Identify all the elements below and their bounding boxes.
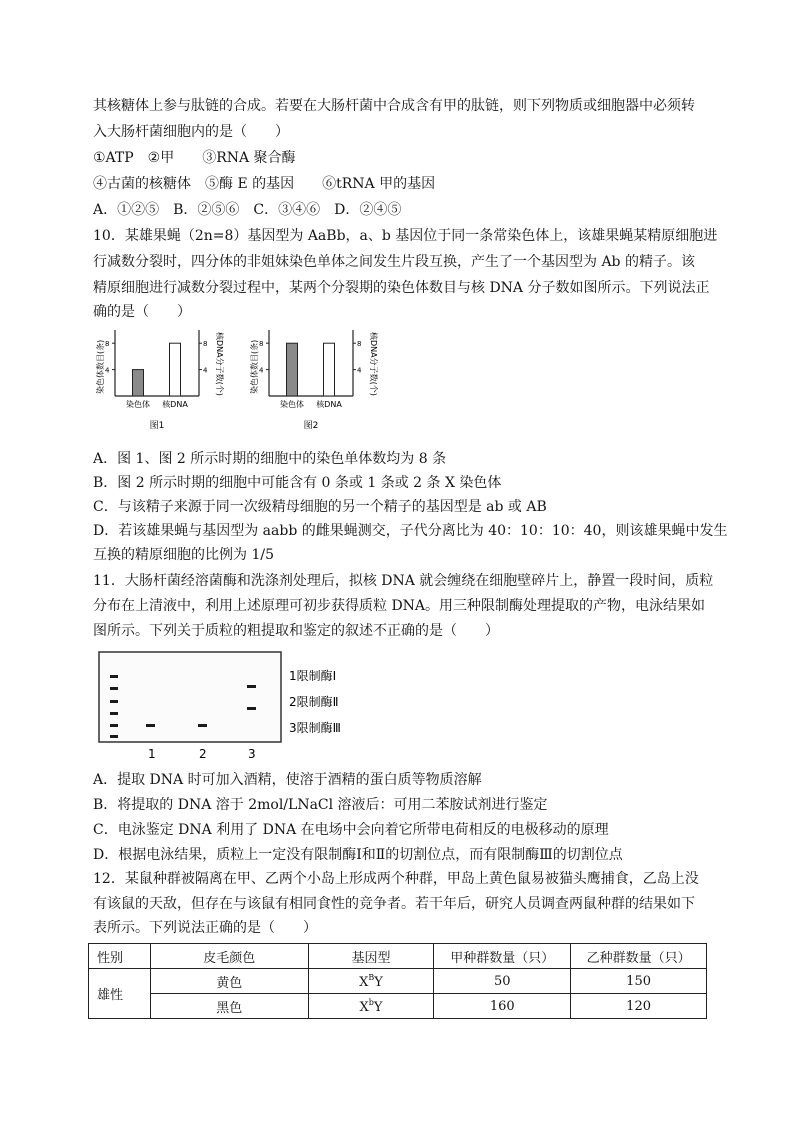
y-axis-label-left: 染色体数目(条) [96, 339, 105, 394]
ladder-band [110, 735, 118, 738]
y-axis-label-right: 核DNA分子数(个) [215, 332, 224, 396]
q11-option-d: D．根据电泳结果，质粒上一定没有限制酶Ⅰ和Ⅱ的切割位点，而有限制酶Ⅲ的切割位点 [93, 847, 623, 863]
lane-2-band [198, 724, 207, 727]
lane-3-label: 3 [248, 747, 256, 761]
q10-stem-line1: 10．某雄果蝇（2n=8）基因型为 AaBb，a、b 基因位于同一条常染色体上，该雄果蝇某精原细胞进 [93, 228, 718, 244]
x-tick-label: 核DNA [162, 400, 188, 409]
q11-stem-line3: 图所示。下列关于质粒的粗提取和鉴定的叙述不正确的是（ ） [93, 623, 499, 639]
bar-dna [324, 343, 335, 396]
electrophoresis-svg [97, 650, 362, 762]
table-header-cell: 皮毛颜色 [150, 944, 308, 969]
ladder-band [110, 700, 118, 703]
bar-chromosome [133, 370, 144, 396]
x-tick-label: 染色体 [126, 400, 150, 409]
q11-option-b: B．将提取的 DNA 溶于 2mol/LNaCl 溶液后：可用二苯胺试剂进行鉴定 [93, 797, 548, 813]
figure-1-svg [93, 326, 224, 434]
table-cell-color: 黑色 [150, 994, 308, 1019]
y-axis-label-left: 染色体数目(条) [250, 339, 259, 394]
population-table [88, 943, 707, 1019]
lane-1-band [146, 724, 155, 727]
q12-stem-line2: 有该鼠的天敌，但存在与该鼠有相同食性的竞争者。若干年后，研究人员调查两鼠种群的结果如下 [93, 896, 695, 912]
table-cell-pop-a: 50 [434, 969, 571, 994]
table-header-cell: 甲种群数量（只） [434, 944, 571, 969]
table-sex-cell: 雄性 [89, 969, 151, 1019]
q10-stem-line3: 精原细胞进行减数分裂过程中，某两个分裂期的染色体数目与核 DNA 分子数如图所示。下列说法正 [93, 280, 710, 296]
table-row [89, 969, 707, 994]
genotype-y: Y [373, 999, 383, 1015]
x-tick-label: 核DNA [316, 400, 342, 409]
ladder-band [110, 712, 118, 715]
figure-2-svg [247, 326, 378, 434]
ladder-band [110, 687, 118, 690]
bar-dna [170, 343, 181, 396]
genotype-base: X [359, 974, 369, 990]
y-axis-label-right: 核DNA分子数(个) [369, 332, 378, 396]
x-tick-label: 染色体 [280, 400, 304, 409]
tick-label-left: 8 [259, 340, 264, 349]
lane-3-band [247, 707, 256, 710]
table-header-cell: 性别 [89, 944, 151, 969]
table-header-cell: 乙种群数量（只） [571, 944, 707, 969]
bar-chromosome [287, 343, 298, 396]
q10-option-b: B．图 2 所示时期的细胞中可能含有 0 条或 1 条或 2 条 X 染色体 [93, 475, 502, 491]
tick-label-right: 8 [357, 340, 362, 349]
lane-3-band [247, 685, 256, 688]
q12-stem-line3: 表所示。下列说法正确的是（ ） [93, 920, 317, 936]
q10-option-c: C．与该精子来源于同一次级精母细胞的另一个精子的基因型是 ab 或 AB [93, 499, 547, 515]
q11-option-c: C．电泳鉴定 DNA 利用了 DNA 在电场中会向着它所带电荷相反的电极移动的原理 [93, 822, 609, 838]
lane-2-label: 2 [199, 747, 207, 761]
q9-stem-line1: 其核糖体上参与肽链的合成。若要在大肠杆菌中合成含有甲的肽链，则下列物质或细胞器中必须转 [93, 98, 695, 114]
figure-title: 图2 [303, 421, 319, 431]
tick-label-right: 4 [357, 366, 362, 375]
q10-option-d-line2: 互换的精原细胞的比例为 1/5 [93, 547, 274, 563]
q11-stem-line2: 分布在上清液中，利用上述原理可初步获得质粒 DNA。用三种限制酶处理提取的产物，电泳结果如 [93, 598, 706, 614]
table-row [89, 994, 707, 1019]
gel-legend-1: 1限制酶Ⅰ [289, 669, 337, 683]
q9-items-line1: ①ATP ②甲 ③RNA 聚合酶 [93, 150, 296, 166]
q11-option-a: A．提取 DNA 时可加入酒精，使溶于酒精的蛋白质等物质溶解 [93, 772, 482, 788]
ladder-band [110, 675, 118, 678]
table-cell-genotype [308, 969, 434, 994]
q10-stem-line4: 确的是（ ） [93, 304, 191, 320]
tick-label-right: 8 [203, 340, 208, 349]
gel-frame [99, 652, 281, 742]
electrophoresis-figure [97, 650, 362, 766]
tick-label-left: 8 [105, 340, 110, 349]
table-header-cell: 基因型 [308, 944, 434, 969]
q11-stem-line1: 11．大肠杆菌经溶菌酶和洗涤剂处理后，拟核 DNA 就会缠绕在细胞壁碎片上，静置一段时间，质粒 [93, 573, 714, 589]
genotype-allele: B [368, 972, 375, 982]
genotype-allele: b [368, 997, 374, 1007]
ladder-band [110, 724, 118, 727]
q12-stem-line1: 12．某鼠种群被隔离在甲、乙两个小岛上形成两个种群，甲岛上黄色鼠易被猫头鹰捕食，乙岛上没 [93, 871, 699, 887]
table-cell-color: 黄色 [150, 969, 308, 994]
q10-option-d-line1: D．若该雄果蝇与基因型为 aabb 的雌果蝇测交，子代分离比为 40：10：10：40，则该雄果蝇中发生 [93, 523, 728, 539]
gel-legend-2: 2限制酶Ⅱ [289, 695, 339, 709]
gel-legend-3: 3限制酶Ⅲ [289, 721, 341, 735]
tick-label-right: 4 [203, 366, 208, 375]
tick-label-left: 4 [259, 366, 264, 375]
table-cell-pop-b: 120 [571, 994, 707, 1019]
q9-items-line2: ④古菌的核糖体 ⑤酶 E 的基因 ⑥tRNA 甲的基因 [93, 176, 436, 192]
lane-1-label: 1 [148, 747, 156, 761]
table-header-row [89, 944, 707, 969]
table-cell-pop-b: 150 [571, 969, 707, 994]
genotype-y: Y [374, 974, 383, 990]
q10-stem-line2: 行减数分裂时，四分体的非姐妹染色单体之间发生片段互换，产生了一个基因型为 Ab 的精子。该 [93, 254, 695, 270]
table-cell-pop-a: 160 [434, 994, 571, 1019]
figure-2-chart [247, 326, 378, 438]
q10-option-a: A．图 1、图 2 所示时期的细胞中的染色单体数均为 8 条 [93, 451, 447, 467]
q9-options: A．①②⑤ B．②⑤⑥ C．③④⑥ D．②④⑤ [93, 202, 402, 218]
table-cell-genotype [308, 994, 434, 1019]
figure-1-chart [93, 326, 224, 438]
genotype-base: X [359, 999, 369, 1015]
q9-stem-line2: 入大肠杆菌细胞内的是（ ） [93, 124, 289, 140]
tick-label-left: 4 [105, 366, 110, 375]
figure-title: 图1 [149, 421, 165, 431]
